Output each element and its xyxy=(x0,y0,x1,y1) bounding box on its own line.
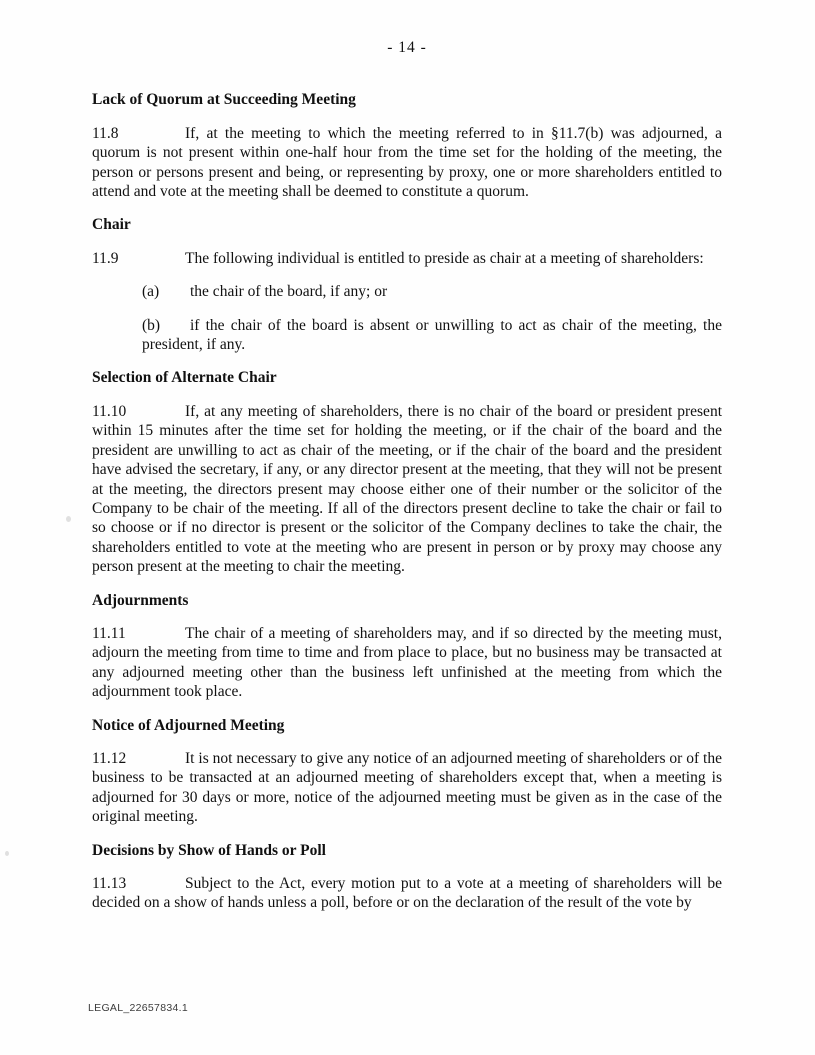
list-item-text: the chair of the board, if any; or xyxy=(190,283,388,301)
paragraph-number: 11.12 xyxy=(92,749,127,767)
page-number: - 14 - xyxy=(387,39,427,56)
paragraph-text: Subject to the Act, every motion put to a vote at a meeting of shareholders will be decided on a show of hands unless a poll, before or on the declaration of the result of the vote by xyxy=(92,875,722,912)
list-item-text: if the chair of the board is absent or unwilling to act as chair of the meeting, the president, if any. xyxy=(142,316,722,354)
paragraph-11-8 xyxy=(92,124,722,202)
paragraph-number: 11.11 xyxy=(92,624,126,642)
section-heading: Adjournments xyxy=(92,591,189,609)
scan-artifact xyxy=(5,851,9,856)
paragraph-number: 11.8 xyxy=(92,124,119,142)
paragraph-text: If, at the meeting to which the meeting referred to in §11.7(b) was adjourned, a quorum is not present within one-half hour from the time set for the holding of the meeting, the person or persons present and being, or representing by proxy, one or more shareholders entitled to attend and vote at the meeting shall be deemed to constitute a quorum. xyxy=(92,124,722,201)
footer-document-id: LEGAL_22657834.1 xyxy=(88,1002,188,1014)
section-heading: Notice of Adjourned Meeting xyxy=(92,716,285,734)
paragraph-text: It is not necessary to give any notice of an adjourned meeting of shareholders or of the business to be transacted at an adjourned meeting of shareholders except that, when a meeting is adjourned for 30 days or more, notice of the adjourned meeting must be given as in the case of the original meeting. xyxy=(92,749,722,826)
paragraph-text: If, at any meeting of shareholders, there is no chair of the board or president present within 15 minutes after the time set for holding the meeting, or if the chair of the board and the president are unwilling to act as chair of the meeting, or if the chair of the board and the president have advised the secretary, if any, or any director present at the meeting, that they will not be present at the meeting, the directors present may choose either one of their number or the solicitor of the Company to be chair of the meeting. If all of the directors present decline to take the chair or fail to so choose or if no director is present or the solicitor of the Company declines to take the chair, the shareholders entitled to vote at the meeting who are present in person or by proxy may choose any person present at the meeting to chair the meeting. xyxy=(92,402,722,576)
section-notice-of-adjourned-meeting xyxy=(92,716,722,827)
paragraph-text: The following individual is entitled to preside as chair at a meeting of shareholders: xyxy=(185,249,704,267)
section-decisions-by-show-of-hands-or-poll xyxy=(92,841,722,913)
paragraph-11-10 xyxy=(92,402,722,577)
section-selection-of-alternate-chair xyxy=(92,368,722,576)
section-chair xyxy=(92,215,722,354)
paragraph-number: 11.9 xyxy=(92,249,119,267)
list-item-label: (a) xyxy=(142,283,160,301)
section-heading: Selection of Alternate Chair xyxy=(92,369,277,387)
paragraph-11-13 xyxy=(92,874,722,913)
list-item-label: (b) xyxy=(142,316,161,334)
section-heading: Lack of Quorum at Succeeding Meeting xyxy=(92,91,356,109)
scan-artifact xyxy=(66,516,71,522)
section-heading: Chair xyxy=(92,216,131,234)
paragraph-number: 11.10 xyxy=(92,402,127,420)
paragraph-11-9 xyxy=(92,249,722,268)
section-adjournments xyxy=(92,591,722,702)
paragraph-number: 11.13 xyxy=(92,875,127,892)
list-item-b xyxy=(142,316,722,355)
section-heading: Decisions by Show of Hands or Poll xyxy=(92,841,326,859)
section-lack-of-quorum xyxy=(92,90,722,201)
paragraph-11-11 xyxy=(92,624,722,702)
paragraph-text: The chair of a meeting of shareholders may, and if so directed by the meeting must, adjourn the meeting from time to time and from place to place, but no business may be transacted at any adjourned meeting other than the business left unfinished at the meeting from which the adjournment took place. xyxy=(92,624,722,701)
paragraph-11-12 xyxy=(92,749,722,827)
list-item-a xyxy=(142,282,722,301)
